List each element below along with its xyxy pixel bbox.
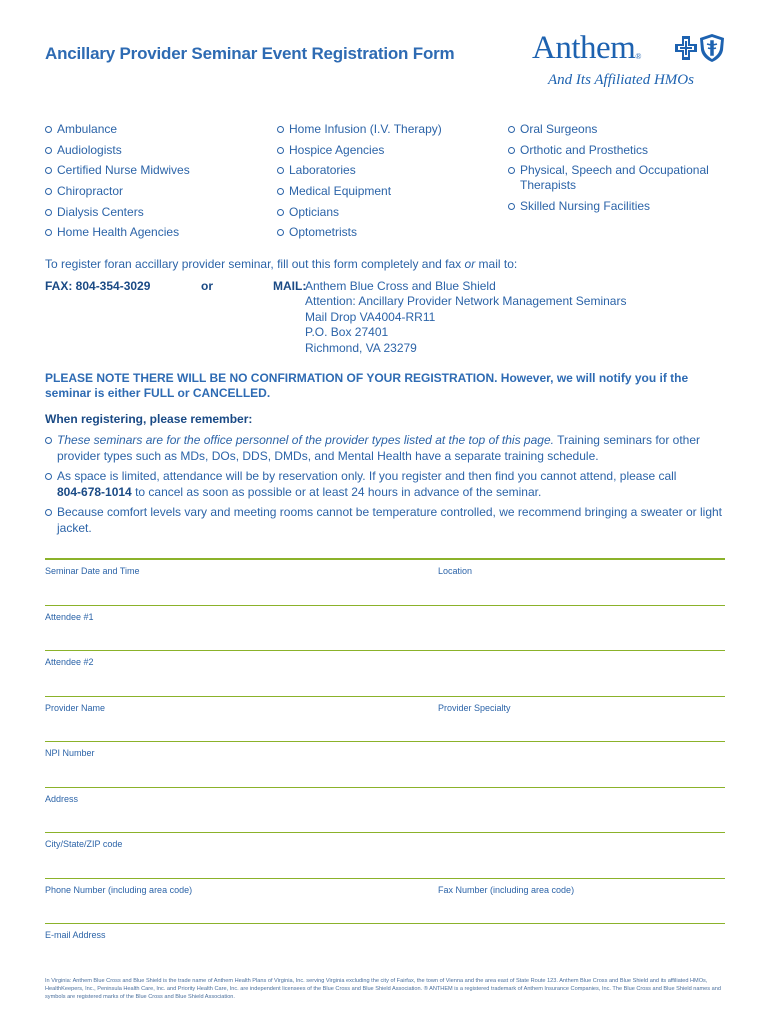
provider-type-item: Certified Nurse Midwives [45,163,265,178]
mail-line: P.O. Box 27401 [305,325,389,340]
phone-number-field[interactable]: Phone Number (including area code) [45,884,193,895]
email-address-field[interactable]: E-mail Address [45,930,106,940]
location-field[interactable]: Location [438,566,473,576]
provider-type-item: Opticians [277,205,497,220]
mail-line: Anthem Blue Cross and Blue Shield [305,279,496,293]
blue-cross-icon [675,36,697,60]
remember-item: As space is limited, attendance will be by reservation only. If you register and then find you cannot attend, please call 804-678-1014 to cancel as soon as possible or at least 24 hours in advance of the seminar. [45,469,725,500]
provider-name-field[interactable]: Provider Name [45,702,106,713]
remember-item: Because comfort levels vary and meeting rooms cannot be temperature controlled, we recommend bringing a sweater or light jacket. [45,505,725,536]
form-row-attendee2 [45,650,725,696]
form-row-city [45,832,725,878]
provider-type-item: Orthotic and Prosthetics [508,143,718,158]
legal-fine-print: In Virginia: Anthem Blue Cross and Blue Shield is the trade name of Anthem Health Plans of Virginia, Inc. serving Virginia excluding the city of Fairfax, the town of Vienna and the area east of State Route 123. Anthem Blue Cross and Blue Shield and its affiliated HMOs, HealthKeepers, Inc., Peninsula Health Care, Inc. and Priority Health Care, Inc. are independent licensees of the Blue Cross and Blue Shield Association. ® ANTHEM is a registered trademark of Anthem Insurance Companies, Inc. The Blue Cross and Blue Shield names and symbols are registered marks of the Blue Cross and Blue Shield Association. [45,978,721,1000]
mail-line: Mail Drop VA4004-RR11 [305,309,436,324]
provider-type-item: Ambulance [45,122,265,137]
logo-wordmark: Anthem® [532,30,641,66]
form-row-npi [45,741,725,787]
npi-number-field[interactable]: NPI Number [45,748,95,758]
attendee-1-field[interactable]: Attendee #1 [45,611,94,622]
blue-shield-icon [700,34,724,62]
or-label: or [201,279,213,293]
provider-type-item: Home Infusion (I.V. Therapy) [277,122,497,137]
provider-type-item: Optometrists [277,225,497,240]
page-title: Ancillary Provider Seminar Event Registration Form [45,44,455,63]
provider-types-column-2 [277,122,497,246]
form-row-attendee1 [45,605,725,651]
remember-heading: When registering, please remember: [45,412,253,426]
mail-line: Attention: Ancillary Provider Network Management Seminars [305,294,627,309]
provider-type-item: Oral Surgeons [508,122,718,137]
provider-type-item: Home Health Agencies [45,225,265,240]
attendee-2-field[interactable]: Attendee #2 [45,657,94,667]
remember-list [45,433,725,542]
provider-type-item: Medical Equipment [277,184,497,199]
address-field[interactable]: Address [45,793,79,804]
intro-text: To register foran accillary provider seminar, fill out this form completely and fax or mail to: [45,257,518,271]
fax-number-field[interactable]: Fax Number (including area code) [438,884,575,895]
confirmation-note: PLEASE NOTE THERE WILL BE NO CONFIRMATION OF YOUR REGISTRATION. However, we will notify you if the seminar is either FULL or CANCELLED. [45,371,689,401]
provider-types-column-1 [45,122,265,246]
logo-subtitle: And Its Affiliated HMOs [548,72,694,88]
city-state-zip-field[interactable]: City/State/ZIP code [45,839,123,849]
registration-form [45,558,725,969]
anthem-logo [530,30,730,94]
form-row-address [45,787,725,833]
provider-specialty-field[interactable]: Provider Specialty [438,702,511,713]
provider-type-item: Skilled Nursing Facilities [508,199,718,214]
provider-type-item: Hospice Agencies [277,143,497,158]
form-row-email [45,923,725,969]
mail-label: MAIL: [273,279,307,293]
mail-address [305,279,725,356]
form-row-phone-fax [45,878,725,924]
form-row-seminar [45,558,725,605]
cancel-phone-number: 804-678-1014 [57,484,132,499]
provider-type-item: Dialysis Centers [45,205,265,220]
provider-type-item: Chiropractor [45,184,265,199]
seminar-date-field[interactable]: Seminar Date and Time [45,566,140,576]
provider-type-item: Laboratories [277,163,497,178]
fax-number: FAX: 804-354-3029 [45,279,151,293]
remember-item: These seminars are for the office personnel of the provider types listed at the top of this page. Training seminars for other provider types such as MDs, DOs, DDS, DMDs, and Mental Health have a separate training schedule. [45,433,725,464]
form-row-provider [45,696,725,742]
provider-types-column-3 [508,122,718,220]
provider-type-item: Physical, Speech and Occupational Therapists [508,163,718,193]
mail-line: Richmond, VA 23279 [305,340,417,355]
provider-type-item: Audiologists [45,143,265,158]
